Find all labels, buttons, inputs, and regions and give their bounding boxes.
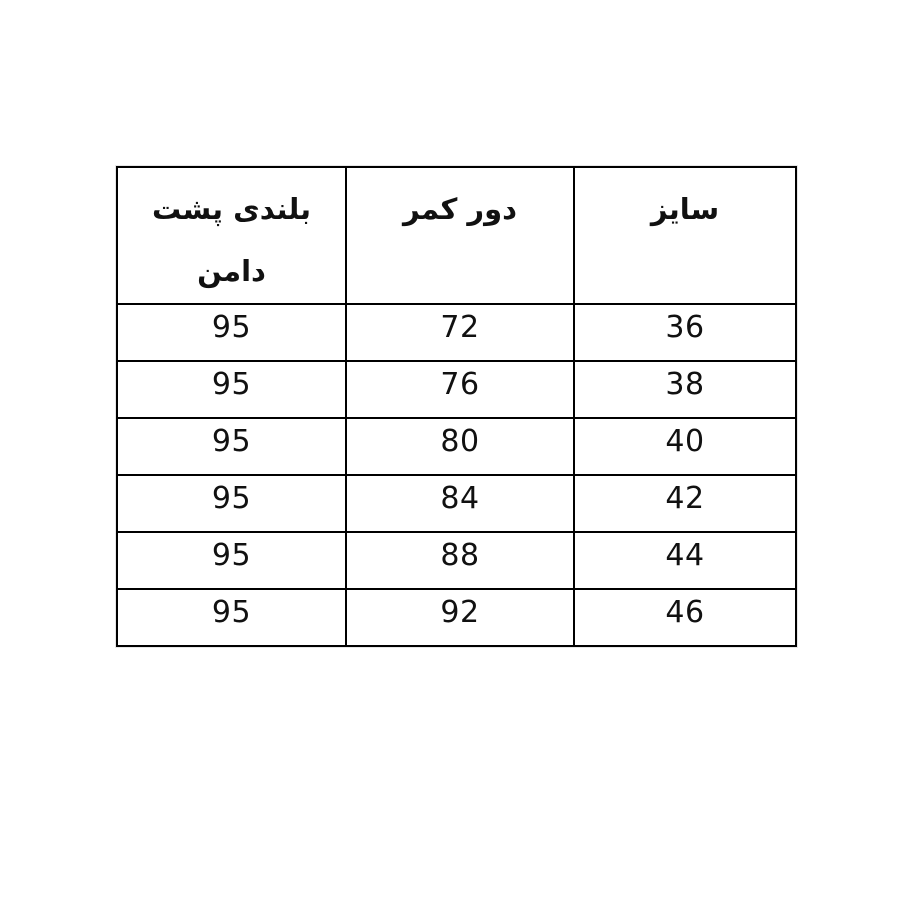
- table-row: [117, 304, 796, 361]
- cell-waist: 92: [346, 589, 574, 646]
- cell-waist: 72: [346, 304, 574, 361]
- table-row: [117, 532, 796, 589]
- cell-waist: 76: [346, 361, 574, 418]
- cell-back-length: 95: [117, 361, 346, 418]
- cell-size: 44: [574, 532, 796, 589]
- cell-size: 42: [574, 475, 796, 532]
- table-row: [117, 418, 796, 475]
- cell-back-length: 95: [117, 589, 346, 646]
- header-waist: دور کمر: [346, 167, 574, 304]
- table-header-row: [117, 167, 796, 304]
- cell-waist: 88: [346, 532, 574, 589]
- cell-size: 40: [574, 418, 796, 475]
- size-chart-container: [116, 166, 797, 647]
- cell-back-length: 95: [117, 304, 346, 361]
- cell-back-length: 95: [117, 475, 346, 532]
- table-row: [117, 361, 796, 418]
- cell-size: 46: [574, 589, 796, 646]
- table-row: [117, 589, 796, 646]
- cell-size: 38: [574, 361, 796, 418]
- header-size: سایز: [574, 167, 796, 304]
- cell-back-length: 95: [117, 418, 346, 475]
- cell-back-length: 95: [117, 532, 346, 589]
- table-row: [117, 475, 796, 532]
- cell-waist: 80: [346, 418, 574, 475]
- size-chart-table: [116, 166, 797, 647]
- header-back-length: بلندی پشت دامن: [117, 167, 346, 304]
- cell-waist: 84: [346, 475, 574, 532]
- cell-size: 36: [574, 304, 796, 361]
